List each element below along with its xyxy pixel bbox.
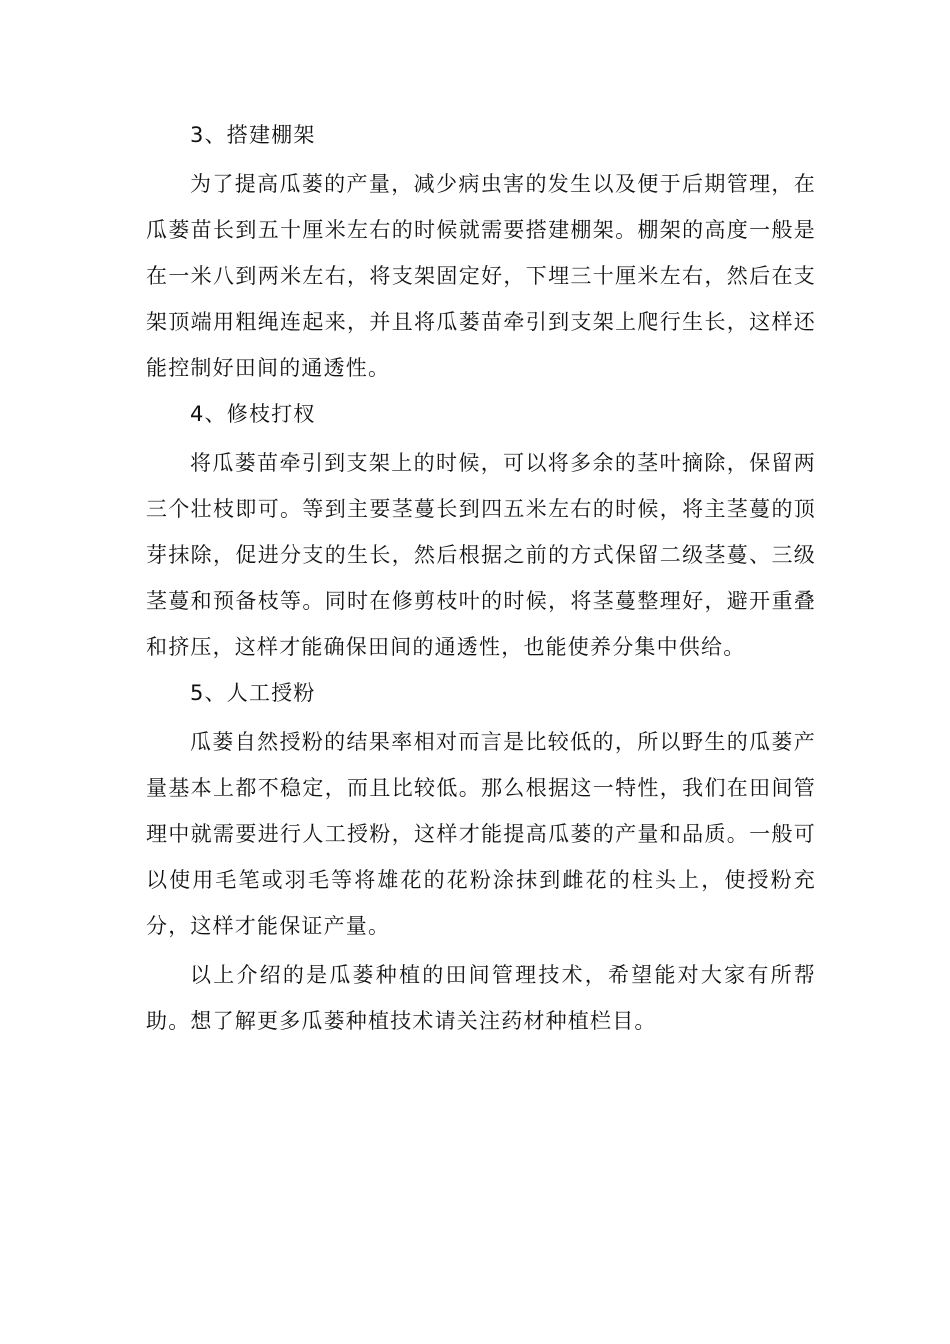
document-body xyxy=(146,112,816,1044)
paragraph-pruning: 将瓜蒌苗牵引到支架上的时候，可以将多余的茎叶摘除，保留两三个壮枝即可。等到主要茎蔓长到四五米左右的时候，将主茎蔓的顶芽抹除，促进分支的生长，然后根据之前的方式保留二级茎蔓、三级茎蔓和预备枝等。同时在修剪枝叶的时候，将茎蔓整理好，避开重叠和挤压，这样才能确保田间的通透性，也能使养分集中供给。 xyxy=(146,451,816,659)
paragraph-conclusion: 以上介绍的是瓜蒌种植的田间管理技术，希望能对大家有所帮助。想了解更多瓜蒌种植技术请关注药材种植栏目。 xyxy=(146,963,816,1033)
section-heading-trellis: 3、搭建棚架 xyxy=(190,123,316,147)
section-heading-pollination: 5、人工授粉 xyxy=(190,681,316,705)
section-heading-pruning: 4、修枝打杈 xyxy=(190,402,316,426)
paragraph-trellis: 为了提高瓜蒌的产量，减少病虫害的发生以及便于后期管理，在瓜蒌苗长到五十厘米左右的时候就需要搭建棚架。棚架的高度一般是在一米八到两米左右，将支架固定好，下埋三十厘米左右，然后在支架顶端用粗绳连起来，并且将瓜蒌苗牵引到支架上爬行生长，这样还能控制好田间的通透性。 xyxy=(146,172,816,380)
paragraph-pollination: 瓜蒌自然授粉的结果率相对而言是比较低的，所以野生的瓜蒌产量基本上都不稳定，而且比较低。那么根据这一特性，我们在田间管理中就需要进行人工授粉，这样才能提高瓜蒌的产量和品质。一般可以使用毛笔或羽毛等将雄花的花粉涂抹到雌花的柱头上，使授粉充分，这样才能保证产量。 xyxy=(146,730,816,938)
